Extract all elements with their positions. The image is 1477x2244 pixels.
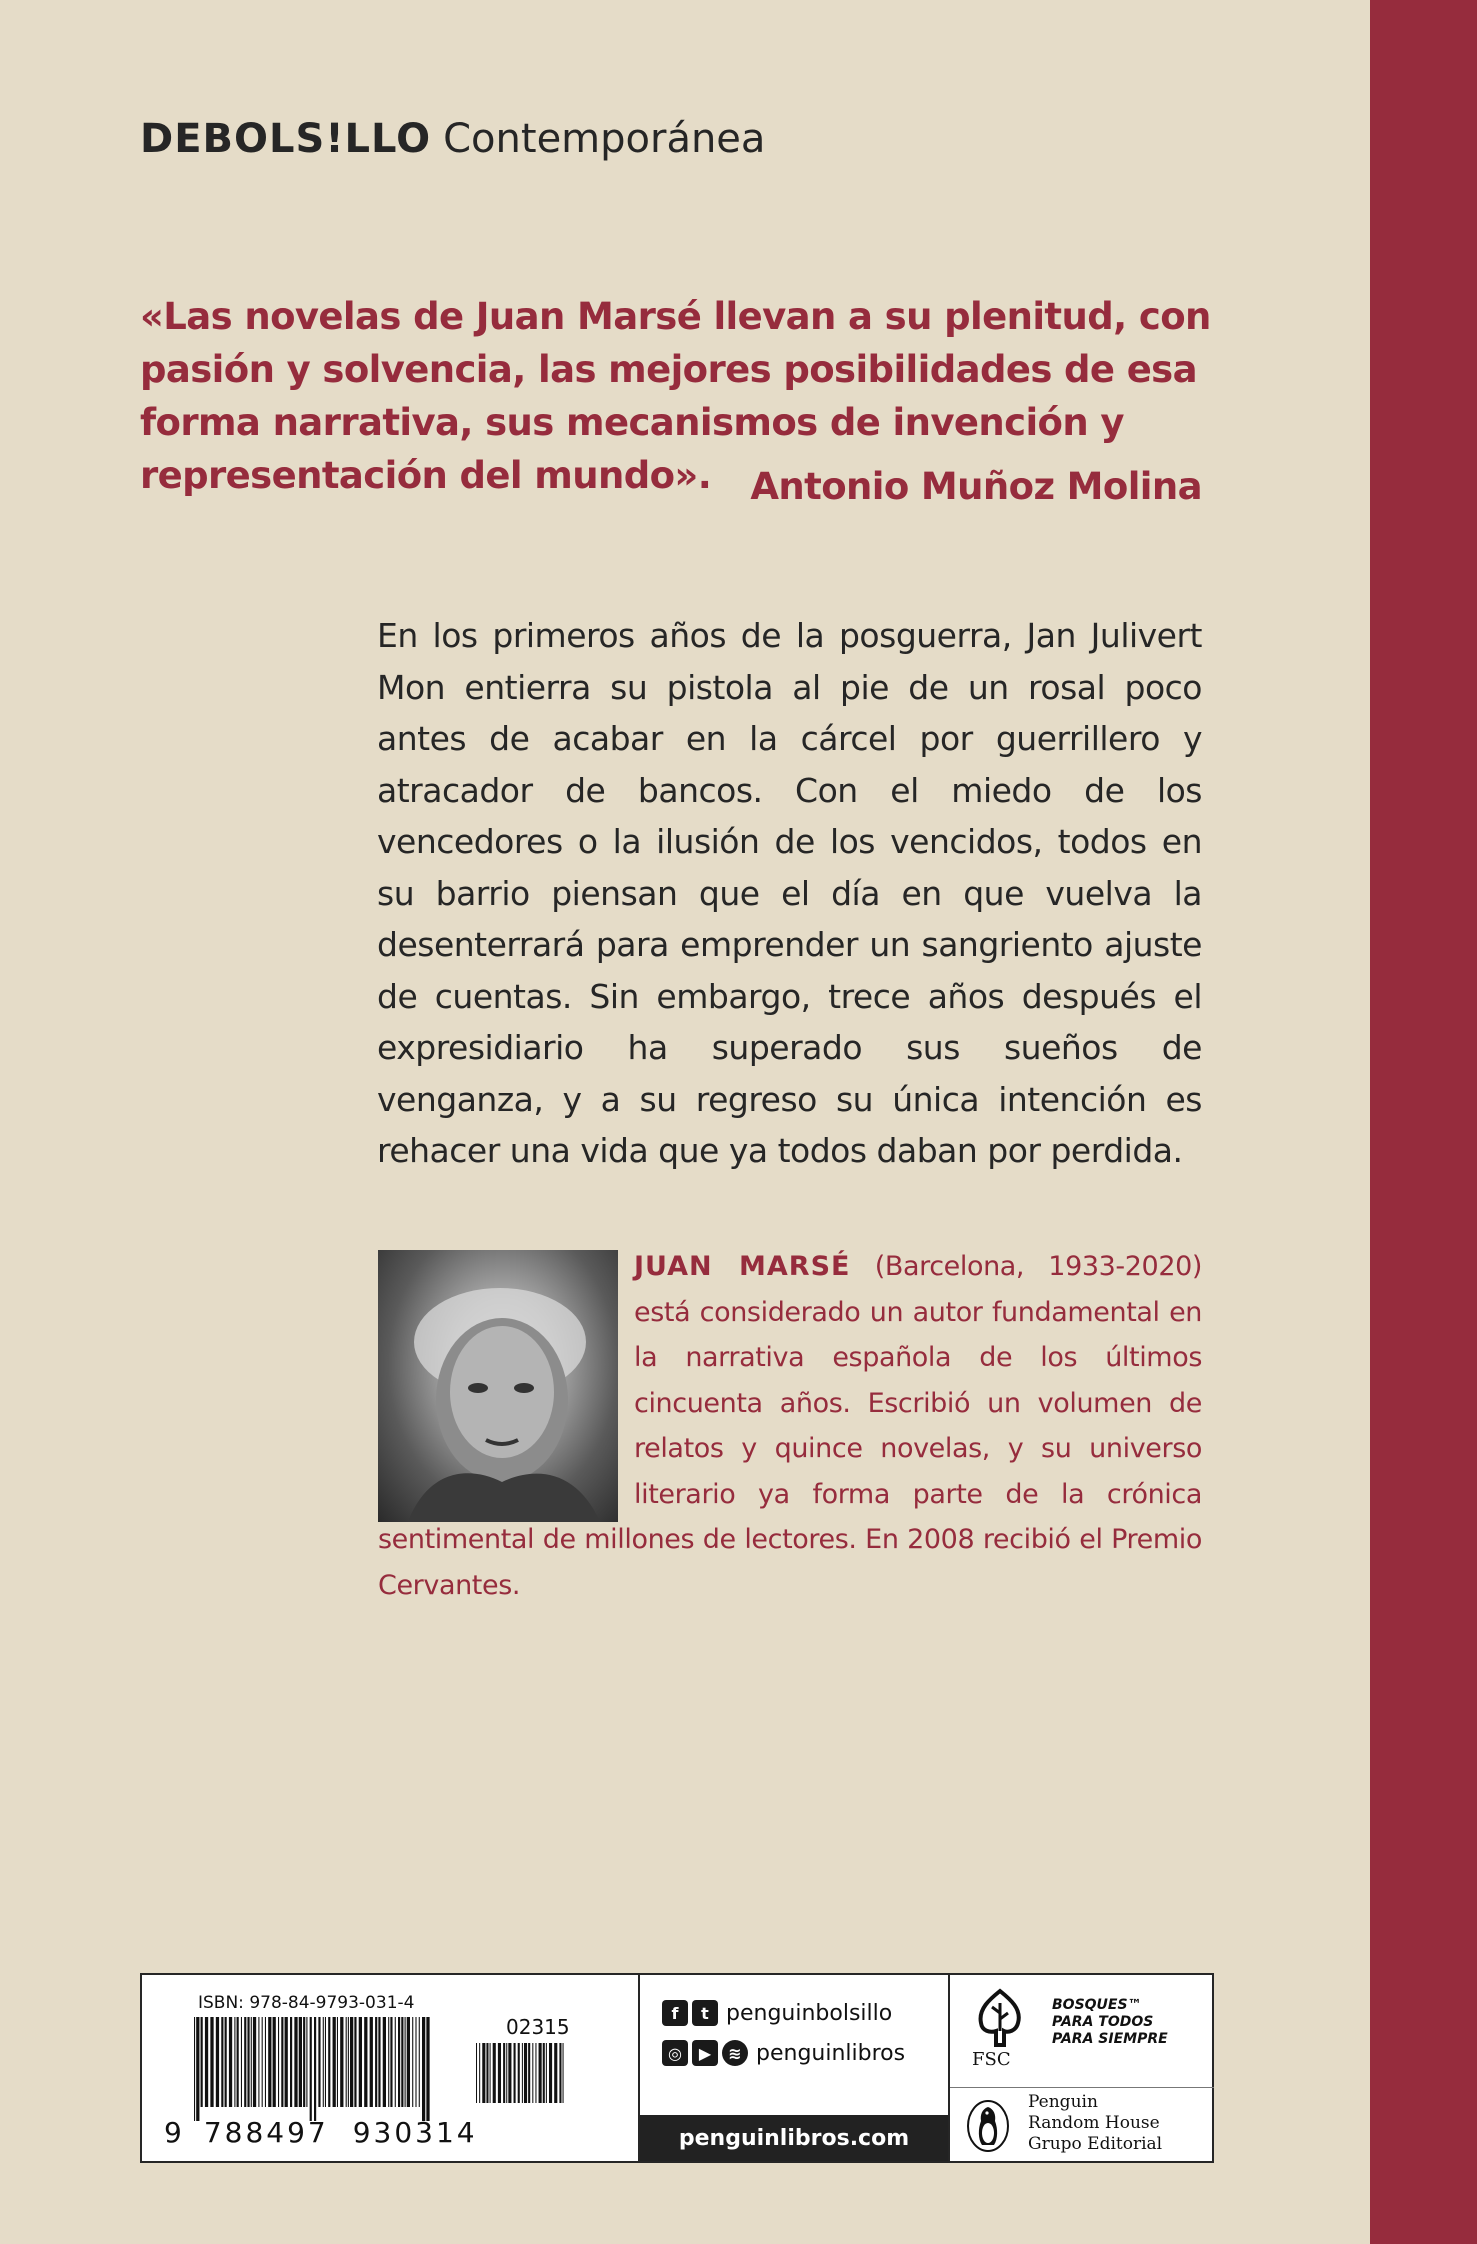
barcode-bar [201,2017,203,2107]
barcode-bar [401,2017,403,2107]
social-handle-bolsillo[interactable]: penguinbolsillo [726,2000,893,2026]
barcode-bar [532,2043,533,2103]
facebook-icon[interactable]: f [662,2000,688,2026]
barcode-bar [265,2017,266,2107]
barcode-bar [375,2017,377,2107]
isbn-label: ISBN: 978-84-9793-031-4 [198,1993,415,2013]
barcode-bar [333,2017,336,2107]
barcode-bar [340,2017,343,2107]
barcode-bar [514,2043,516,2103]
barcode-bar [247,2017,249,2107]
barcode-bar [273,2017,276,2107]
fsc-tagline-line-1: BOSQUES™ [1052,1997,1142,2013]
barcode-bar [528,2043,530,2103]
barcode-bar [262,2017,263,2107]
fsc-tagline-line-2: PARA TODOS [1052,2014,1154,2030]
barcode-bar [539,2043,542,2103]
author-name: JUAN MARSÉ [634,1251,851,1282]
barcode-bar [216,2017,219,2107]
publisher-line-2: Random House [1028,2113,1160,2133]
publisher-line-1: Penguin [1028,2092,1098,2112]
barcode-bar [546,2043,547,2103]
ean-digits-left: 788497 [203,2116,329,2149]
review-quote: «Las novelas de Juan Marsé llevan a su plenitud, con pasión y solvencia, las mejores posibilidades de esa forma narrativa, sus mecanismos de invención y representación del mundo». [140,295,1211,497]
social-handle-libros[interactable]: penguinlibros [756,2040,906,2066]
barcode-bar [486,2043,488,2103]
fsc-tagline [1052,1997,1168,2048]
barcode-bar [482,2043,485,2103]
ean-digits [164,2116,478,2149]
penguin-logo-icon [966,2099,1010,2153]
barcode-bar [479,2043,480,2103]
back-cover-info-box [140,1973,1214,2163]
barcode-bar [490,2043,491,2103]
barcode-bar [350,2017,353,2107]
barcode-bar [253,2017,256,2107]
author-bio-text: está considerado un autor fundamental en la narrativa española de los últimos cincuenta años. Escribió un volumen de relatos y quince novelas, y su universo literario ya forma parte de la crónica sentimental de millones de lectores. En 2008 recibió el Premio Cervantes. [378,1296,1202,1601]
barcode-bar [221,2017,223,2107]
barcode-bar [398,2017,400,2107]
barcode-bar [535,2043,536,2103]
barcode-bar [285,2017,288,2107]
barcode-bar [278,2017,279,2107]
barcode-bar [506,2043,507,2103]
barcode-bar [390,2017,392,2107]
barcode-bar [234,2017,235,2107]
barcode-bar [241,2017,242,2107]
website-link[interactable]: penguinlibros.com [640,2115,948,2161]
barcode-bar [522,2043,523,2103]
barcode-bar [476,2043,477,2103]
barcode-bar [318,2017,320,2107]
barcode-bar [225,2017,227,2107]
addon-barcode [476,2043,576,2117]
barcode-panel [142,1975,640,2161]
imprint-logo: DEBOLS!LLO [140,116,432,162]
barcode-bar [251,2017,252,2107]
publisher-name [1028,2092,1162,2155]
barcode-bar [237,2017,239,2107]
barcode-bar [290,2017,292,2107]
barcode-bar [518,2043,520,2103]
barcode-bar [549,2043,552,2103]
barcode-bar [314,2017,316,2121]
barcode-bar [348,2017,349,2107]
barcode-bar [493,2043,496,2103]
barcode-bar [294,2017,297,2107]
social-row-bolsillo [662,1997,892,2029]
barcode-bar [415,2017,416,2107]
fsc-tagline-line-3: PARA SIEMPRE [1052,2031,1168,2047]
barcode-bar [364,2017,367,2107]
ean-digits-right: 930314 [352,2116,478,2149]
collection-name: Contemporánea [443,116,766,162]
barcode-bar [524,2043,527,2103]
barcode-bar [258,2017,259,2107]
barcode-bar [229,2017,232,2107]
barcode-bar [426,2017,429,2121]
barcode-bar [268,2017,271,2107]
barcode-bar [498,2043,501,2103]
book-synopsis: En los primeros años de la posguerra, Jan Julivert Mon entierra su pistola al pie de un rosal poco antes de acabar en la cárcel por guerrillero y atracador de bancos. Con el miedo de los vencedores o la ilusión de los vencidos, todos en su barrio piensan que el día en que vuelva la desenterrará para emprender un sangriento ajuste de cuentas. Sin embargo, trece años después el expresidiario ha superado sus sueños de venganza, y a su regreso su única intención es rehacer una vida que ya todos daban por perdida. [377,616,1202,1170]
publisher-brand [140,115,765,163]
barcode-bar [306,2017,307,2107]
book-spine-edge [1370,0,1477,2244]
barcode-bar [325,2017,326,2107]
barcode-bar [370,2017,373,2107]
barcode-bar [328,2017,330,2107]
youtube-icon[interactable]: ▶ [692,2040,718,2066]
barcode-bar [554,2043,557,2103]
publisher-line-3: Grupo Editorial [1028,2134,1163,2154]
logos-panel [950,1975,1214,2161]
twitter-icon[interactable]: t [692,2000,718,2026]
barcode-bar [407,2017,410,2107]
author-birth-death: (Barcelona, 1933-2020) [874,1251,1203,1282]
fsc-label: FSC [972,2049,1011,2070]
instagram-icon[interactable]: ◎ [662,2040,688,2066]
barcode-bar [563,2043,564,2103]
barcode-bar [323,2017,324,2107]
barcode-bar [337,2017,338,2107]
ean-barcode [194,2017,460,2121]
barcode-bar [378,2017,380,2107]
social-row-libros [662,2037,905,2069]
barcode-bar [559,2043,561,2103]
barcode-bar [299,2017,302,2107]
barcode-bar [303,2017,305,2107]
barcode-bar [419,2017,420,2107]
price-addon-number: 02315 [506,2015,570,2039]
barcode-bar [210,2017,213,2107]
barcode-bar [405,2017,406,2107]
barcode-bar [383,2017,386,2107]
fsc-tree-icon [970,1987,1030,2049]
barcode-bar [395,2017,396,2107]
barcode-bar [543,2043,545,2103]
barcode-bar [205,2017,208,2107]
barcode-bar [346,2017,347,2107]
quote-author: Antonio Muñoz Molina [750,465,1202,508]
spotify-icon[interactable]: ≋ [722,2040,748,2066]
barcode-bar [194,2017,195,2121]
barcode-bar [196,2017,199,2121]
barcode-bar [422,2017,425,2121]
ean-digit-prefix: 9 [164,2116,182,2149]
fsc-logo [950,1975,1214,2088]
barcode-bar [412,2017,413,2107]
barcode-bar [359,2017,362,2107]
barcode-bar [388,2017,389,2107]
social-panel [640,1975,950,2161]
barcode-bar [281,2017,283,2107]
barcode-bar [354,2017,356,2107]
author-bio [378,1244,1202,1608]
barcode-bar [310,2017,312,2121]
barcode-bar [503,2043,505,2103]
barcode-bar [508,2043,511,2103]
barcode-bar [244,2017,246,2107]
